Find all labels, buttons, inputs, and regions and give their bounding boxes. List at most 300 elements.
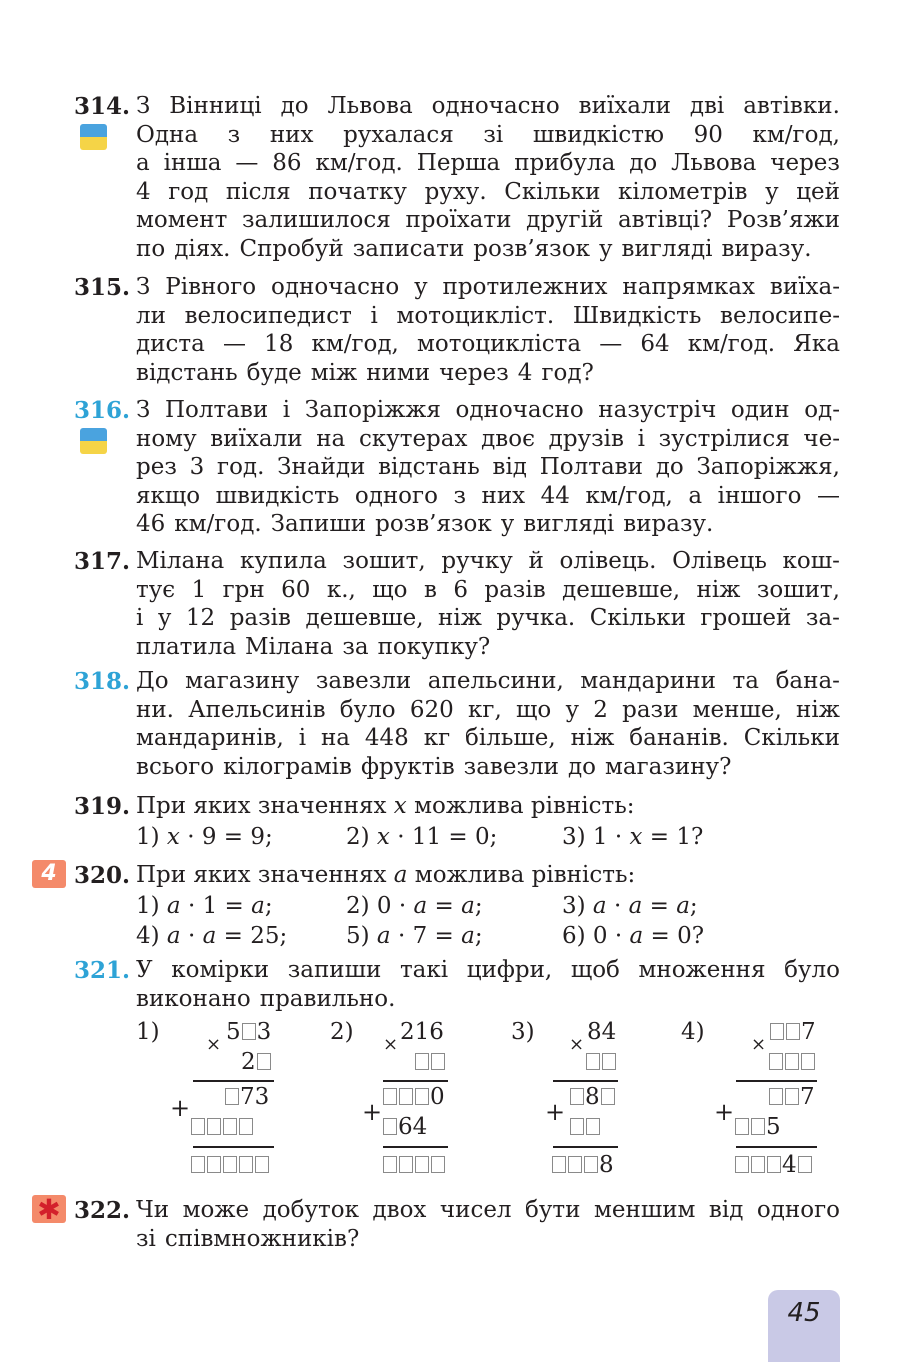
word: цифри,	[466, 957, 553, 983]
digit-cell[interactable]	[399, 1088, 413, 1105]
word: у	[565, 696, 580, 723]
problem-314-number: 314.	[74, 93, 131, 120]
word: олівець.	[559, 548, 657, 574]
word: бана-	[775, 668, 840, 694]
word: і	[136, 605, 144, 632]
digit-cell[interactable]	[770, 1023, 784, 1040]
word: що	[372, 576, 408, 603]
text-line	[136, 696, 840, 725]
word: грошей	[700, 605, 792, 632]
word: 1	[191, 576, 207, 603]
word: більше,	[465, 725, 556, 752]
word: зі	[136, 1225, 156, 1252]
question-text: можлива рівність:	[406, 793, 635, 819]
text-line	[136, 149, 840, 178]
digit: 8	[585, 1084, 600, 1110]
text-line	[136, 206, 840, 235]
calc-2-result	[382, 1150, 446, 1180]
word: виразу.	[623, 511, 714, 538]
word: км/год.	[687, 331, 776, 358]
calc-4-partial-2	[734, 1112, 781, 1142]
word: у	[157, 605, 172, 632]
digit-cell[interactable]	[383, 1156, 397, 1173]
word: 90	[693, 121, 723, 148]
star-badge-icon: ✱	[32, 1195, 66, 1223]
digit-cell[interactable]	[239, 1156, 253, 1173]
word: Полтави	[164, 397, 269, 423]
digit-cell[interactable]	[584, 1156, 598, 1173]
word: —	[235, 150, 259, 177]
problem-320-item-2: 2) 0 · a = a;	[346, 893, 483, 919]
word: розв’язок	[473, 236, 590, 262]
word: до	[655, 454, 684, 481]
word: протилежних	[442, 274, 608, 300]
word: відстань	[136, 359, 238, 386]
word: год	[168, 178, 209, 205]
word: виїха-	[769, 274, 840, 300]
digit-cell[interactable]	[225, 1088, 239, 1105]
problem-320-item-4: 4) a · a = 25;	[136, 923, 288, 949]
word: 60	[281, 576, 311, 603]
digit: 64	[398, 1114, 428, 1140]
word: до	[567, 753, 596, 780]
times-sign: ×	[383, 1034, 399, 1055]
word: і	[282, 397, 291, 423]
word: виїхали	[210, 425, 303, 452]
word: автівки.	[743, 93, 840, 119]
digit-cell[interactable]	[431, 1053, 445, 1070]
word: двоє	[481, 425, 535, 452]
text-line	[136, 1225, 840, 1254]
word: одного	[756, 1197, 840, 1223]
problem-319-question	[136, 792, 634, 821]
word: одночасно	[271, 274, 400, 300]
plus-sign: +	[170, 1094, 191, 1122]
word: такі	[399, 957, 449, 983]
word: ними	[366, 359, 431, 386]
digit-cell[interactable]	[207, 1156, 221, 1173]
word: велосипе-	[720, 302, 840, 329]
word: одночасно	[455, 397, 584, 423]
question-text: При яких значеннях	[136, 793, 394, 819]
word: Швидкість	[572, 302, 702, 329]
text-line	[136, 178, 840, 207]
problem-321-number: 321.	[74, 957, 131, 984]
problem-319-number: 319.	[74, 793, 131, 820]
plus-sign: +	[714, 1098, 735, 1126]
word: швидкістю	[532, 121, 665, 148]
text-line	[136, 985, 840, 1014]
divider	[736, 1146, 817, 1148]
digit: 4	[782, 1152, 797, 1178]
word: тує	[136, 576, 176, 603]
word: 18	[264, 331, 294, 358]
word: множення	[638, 957, 766, 983]
word: Яка	[793, 331, 840, 358]
word: —	[816, 482, 840, 509]
digit: 7	[801, 1019, 816, 1045]
word: апельсини,	[427, 668, 564, 694]
text-line	[136, 396, 840, 425]
word: у	[500, 511, 515, 538]
digit-cell[interactable]	[552, 1156, 566, 1173]
word: меншим	[593, 1197, 696, 1223]
calc-3-result	[551, 1150, 614, 1180]
word: грн	[222, 576, 265, 603]
word: через	[439, 359, 509, 386]
word: на	[320, 725, 350, 752]
page-number-tab	[768, 1290, 840, 1362]
digit-cell[interactable]	[415, 1053, 429, 1070]
calc-3-label: 3)	[511, 1019, 535, 1045]
text-line	[136, 302, 840, 331]
word: ніж	[796, 696, 840, 723]
digit-cell[interactable]	[415, 1088, 429, 1105]
word: мотоцикліста	[416, 331, 582, 358]
text-line	[136, 1196, 840, 1225]
ukraine-flag-icon	[80, 428, 107, 454]
word: год.	[217, 454, 265, 481]
calc-3-partial-2	[569, 1112, 601, 1142]
text-line	[136, 724, 840, 753]
word: З	[136, 397, 151, 423]
word: магазину	[185, 668, 300, 694]
word: прибула	[514, 150, 616, 177]
digit: 84	[587, 1019, 617, 1045]
word: в	[423, 576, 437, 603]
word: кг,	[468, 696, 502, 723]
word: рухалася	[343, 121, 454, 148]
calc-1-result	[190, 1150, 270, 1180]
digit-cell[interactable]	[239, 1118, 253, 1135]
calc-1-partial-2	[190, 1112, 254, 1142]
digit: 5	[766, 1114, 781, 1140]
word: кош-	[782, 548, 840, 574]
calc-4-factor-b	[768, 1047, 816, 1077]
word: ніж	[696, 576, 741, 603]
word: 64	[640, 331, 670, 358]
word: 620	[409, 696, 454, 723]
digit-cell[interactable]	[735, 1118, 749, 1135]
word: купила	[239, 548, 327, 574]
text-line	[136, 482, 840, 511]
text-line	[136, 121, 840, 150]
word: до	[280, 93, 309, 119]
calc-3-factor-b	[585, 1047, 617, 1077]
word: швидкість	[215, 482, 340, 509]
digit-cell[interactable]	[223, 1118, 237, 1135]
calc-2-factor-b	[414, 1047, 446, 1077]
word: у	[414, 274, 428, 300]
digit: 5	[226, 1019, 241, 1045]
problem-320-item-1: 1) a · 1 = a;	[136, 893, 273, 919]
digit-cell[interactable]	[769, 1088, 783, 1105]
word: Олівець	[672, 548, 767, 574]
word: них	[481, 482, 526, 509]
digit-cell[interactable]	[191, 1156, 205, 1173]
word: Перша	[416, 150, 501, 177]
digit: 216	[400, 1019, 444, 1045]
word: менше,	[692, 696, 782, 723]
calc-1-partial-1	[224, 1082, 269, 1112]
word: іншого	[717, 482, 802, 509]
digit: 73	[240, 1084, 270, 1110]
digit-cell[interactable]	[586, 1118, 600, 1135]
digit-cell[interactable]	[785, 1053, 799, 1070]
word: 6	[453, 576, 468, 603]
word: розв’язок	[375, 511, 492, 538]
word: комірки	[171, 957, 270, 983]
word: км/год,	[311, 331, 399, 358]
word: ніж	[438, 605, 482, 632]
digit-cell[interactable]	[568, 1156, 582, 1173]
word: бананів.	[629, 725, 729, 752]
word: 4	[517, 359, 533, 386]
text-line	[136, 330, 840, 359]
word: залишилося	[241, 207, 391, 234]
text-line	[136, 510, 840, 539]
digit-cell[interactable]	[751, 1156, 765, 1173]
word: Розв’яжи	[726, 207, 840, 234]
calc-4-label: 4)	[681, 1019, 705, 1045]
word: Апельсинів	[188, 696, 326, 723]
times-sign: ×	[751, 1034, 767, 1055]
word: дві	[689, 93, 725, 119]
word: і	[298, 725, 307, 752]
word: диста	[136, 331, 205, 358]
digit-cell[interactable]	[786, 1023, 800, 1040]
digit-cell[interactable]	[751, 1118, 765, 1135]
word: і	[370, 302, 378, 329]
word: 46	[136, 511, 166, 538]
digit-cell[interactable]	[242, 1023, 256, 1040]
word: виконано	[136, 985, 251, 1012]
problem-320-item-3: 3) a · a = a;	[562, 893, 698, 919]
word: Чи	[136, 1197, 170, 1223]
word: співмножників?	[164, 1225, 360, 1252]
plus-sign: +	[362, 1098, 383, 1126]
word: —	[599, 331, 623, 358]
word: щоб	[570, 957, 620, 983]
word: зі	[483, 121, 504, 148]
divider	[193, 1146, 274, 1148]
word: дешевше,	[305, 605, 424, 632]
digit-cell[interactable]	[570, 1118, 584, 1135]
word: з	[227, 121, 241, 148]
word: та	[732, 668, 759, 694]
word: Одна	[136, 121, 199, 148]
word: проїхати	[405, 207, 512, 234]
digit: 8	[599, 1152, 614, 1178]
word: було	[784, 957, 840, 983]
calc-3-factor-a	[587, 1017, 616, 1047]
word: Запоріжжя,	[696, 454, 840, 481]
word: за-	[805, 605, 840, 632]
word: У	[136, 957, 153, 983]
text-line	[136, 604, 840, 633]
word: й	[528, 548, 544, 574]
digit: 7	[800, 1084, 815, 1110]
word: відстань	[378, 454, 480, 481]
word: після	[225, 178, 291, 205]
word: 12	[185, 605, 216, 632]
word: напрямках	[622, 274, 755, 300]
word: запиши	[287, 957, 382, 983]
problem-322-number: 322.	[74, 1197, 131, 1224]
word: добуток	[262, 1197, 359, 1223]
calc-2-partial-1	[382, 1082, 445, 1112]
word: 3	[189, 454, 205, 481]
word: буде	[246, 359, 302, 386]
digit-cell[interactable]	[399, 1156, 413, 1173]
digit-cell[interactable]	[431, 1156, 445, 1173]
calc-2-label: 2)	[330, 1019, 354, 1045]
calc-4-partial-1	[768, 1082, 815, 1112]
word: разів	[484, 576, 546, 603]
word: че-	[803, 425, 840, 452]
word: завезли	[463, 753, 559, 780]
digit: 0	[430, 1084, 445, 1110]
word: Полтави	[539, 454, 643, 481]
divider	[383, 1146, 448, 1148]
word: чисел	[439, 1197, 512, 1223]
word: ніж	[570, 725, 615, 752]
digit-cell[interactable]	[785, 1088, 799, 1105]
word: мандарини	[580, 668, 716, 694]
word: друзів	[548, 425, 624, 452]
word: до	[629, 150, 658, 177]
word: З	[136, 93, 151, 119]
word: Львова	[671, 150, 757, 177]
word: —	[222, 331, 246, 358]
digit-cell[interactable]	[801, 1053, 815, 1070]
digit-cell[interactable]	[735, 1156, 749, 1173]
level-badge-icon: 4	[32, 860, 66, 888]
word: год?	[541, 359, 594, 386]
word: вигляді	[621, 236, 713, 262]
digit-cell[interactable]	[798, 1156, 812, 1173]
text-line	[136, 92, 840, 121]
plus-sign: +	[545, 1098, 566, 1126]
digit-cell[interactable]	[601, 1088, 615, 1105]
word: двох	[372, 1197, 427, 1223]
word: виїхали	[578, 93, 671, 119]
digit-cell[interactable]	[223, 1156, 237, 1173]
digit-cell[interactable]	[255, 1156, 269, 1173]
digit-cell[interactable]	[769, 1053, 783, 1070]
word: Львова	[327, 93, 413, 119]
problem-319-item-3: 3) 1 · x = 1?	[562, 824, 704, 850]
variable: a	[393, 862, 408, 888]
word: у	[765, 178, 779, 205]
word: мотоцикліст.	[396, 302, 555, 329]
word: Скільки	[504, 178, 601, 205]
word: Скільки	[589, 605, 686, 632]
page-number: 45	[787, 1298, 821, 1328]
word: завезли	[315, 668, 412, 694]
word: автівці?	[617, 207, 713, 234]
word: від	[492, 454, 527, 481]
word: може	[182, 1197, 250, 1223]
word: ручка.	[496, 605, 576, 632]
word: платила	[136, 633, 237, 660]
question-text: можлива рівність:	[407, 862, 636, 888]
word: один	[730, 397, 790, 423]
word: одного	[354, 482, 438, 509]
digit-cell[interactable]	[383, 1088, 397, 1105]
word: Вінниці	[169, 93, 262, 119]
word: 2	[593, 696, 608, 723]
digit-cell[interactable]	[257, 1053, 271, 1070]
word: фруктів	[360, 753, 455, 780]
digit-cell[interactable]	[767, 1156, 781, 1173]
calc-4-factor-a	[769, 1017, 816, 1047]
times-sign: ×	[206, 1034, 222, 1055]
word: ни.	[136, 696, 174, 723]
text-line	[136, 956, 840, 985]
digit-cell[interactable]	[383, 1118, 397, 1135]
word: Спробуй	[239, 236, 344, 262]
problem-317-number: 317.	[74, 548, 131, 575]
digit-cell[interactable]	[586, 1053, 600, 1070]
word: на	[316, 425, 346, 452]
word: покупку?	[377, 633, 491, 660]
calc-1-label: 1)	[136, 1019, 160, 1045]
word: за	[342, 633, 369, 660]
ukraine-flag-icon	[80, 124, 107, 150]
digit-cell[interactable]	[570, 1088, 584, 1105]
word: назустріч	[598, 397, 717, 423]
text-line	[136, 425, 840, 454]
word: зустрілися	[658, 425, 790, 452]
digit-cell[interactable]	[415, 1156, 429, 1173]
word: км/год,	[752, 121, 840, 148]
problem-320-item-6: 6) 0 · a = 0?	[562, 923, 705, 949]
text-line	[136, 235, 840, 264]
word: з	[453, 482, 466, 509]
word: 4	[136, 178, 151, 205]
divider	[553, 1146, 618, 1148]
word: велосипедист	[184, 302, 352, 329]
calc-1-factor-b	[241, 1047, 272, 1077]
digit-cell[interactable]	[207, 1118, 221, 1135]
word: разів	[229, 605, 291, 632]
word: момент	[136, 207, 228, 234]
calc-2-factor-a	[400, 1017, 444, 1047]
text-line	[136, 633, 840, 662]
word: між	[310, 359, 358, 386]
word: рез	[136, 454, 177, 481]
word: скутерах	[358, 425, 468, 452]
text-line	[136, 547, 840, 576]
digit-cell[interactable]	[191, 1118, 205, 1135]
word: к.,	[326, 576, 356, 603]
word: од-	[804, 397, 840, 423]
word: Рівного	[165, 274, 257, 300]
word: записати	[352, 236, 465, 262]
word: бути	[525, 1197, 581, 1223]
word: ручку	[441, 548, 513, 574]
word: виразу.	[721, 236, 812, 262]
problem-320-item-5: 5) a · 7 = a;	[346, 923, 483, 949]
word: зошит,	[756, 576, 840, 603]
word: початку	[308, 178, 407, 205]
word: Скільки	[743, 725, 840, 752]
word: одночасно	[431, 93, 560, 119]
word: інша	[163, 150, 222, 177]
word: Мілана	[245, 633, 334, 660]
digit-cell[interactable]	[602, 1053, 616, 1070]
